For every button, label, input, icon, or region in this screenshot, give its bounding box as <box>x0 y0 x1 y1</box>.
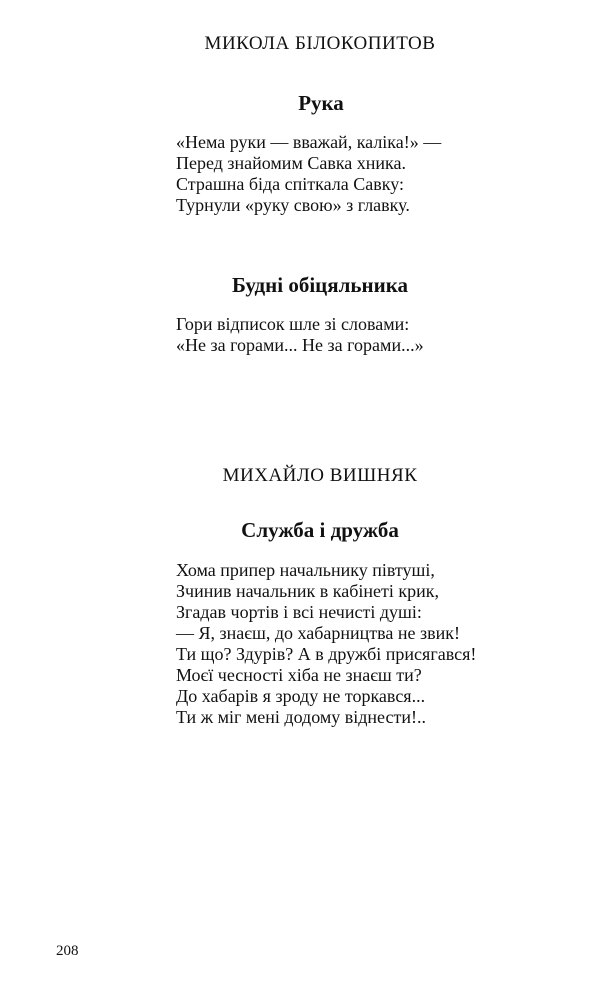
poem-line: Хома припер начальнику півтуші, <box>176 560 435 580</box>
poem-line: «Нема руки — вважай, каліка!» — <box>176 132 442 152</box>
author-name: МИКОЛА БІЛОКОПИТОВ <box>204 33 436 54</box>
poem-line: Ти що? Здурів? А в дружбі присягався! <box>176 644 477 664</box>
poem-stanza <box>176 560 476 728</box>
poem-title: Рука <box>298 91 344 115</box>
poem-line: Турнули «руку свою» з главку. <box>176 195 410 215</box>
poem-line: Згадав чортів і всі нечисті душі: <box>176 602 422 622</box>
poem-stanza <box>176 314 424 356</box>
poem-line: Гори відписок шле зі словами: <box>176 314 410 334</box>
poem-title: Служба і дружба <box>241 518 399 542</box>
poem-line: Зчинив начальник в кабінеті крик, <box>176 581 440 601</box>
poem-stanza <box>176 132 441 216</box>
poem-line: Ти ж міг мені додому віднести!.. <box>176 707 426 727</box>
poem-title: Будні обіцяльника <box>231 273 408 297</box>
poem-line: Перед знайомим Савка хника. <box>176 153 407 173</box>
poem-line: До хабарів я зроду не торкався... <box>176 686 426 706</box>
poem-line: — Я, знаєш, до хабарництва не звик! <box>176 623 461 643</box>
page-number: 208 <box>56 943 79 959</box>
poem-line: Страшна біда спіткала Савку: <box>176 174 404 194</box>
poem-line: Моєї чесності хіба не знаєш ти? <box>176 665 422 685</box>
poem-line: «Не за горами... Не за горами...» <box>176 335 424 355</box>
author-name: МИХАЙЛО ВИШНЯК <box>222 465 418 486</box>
